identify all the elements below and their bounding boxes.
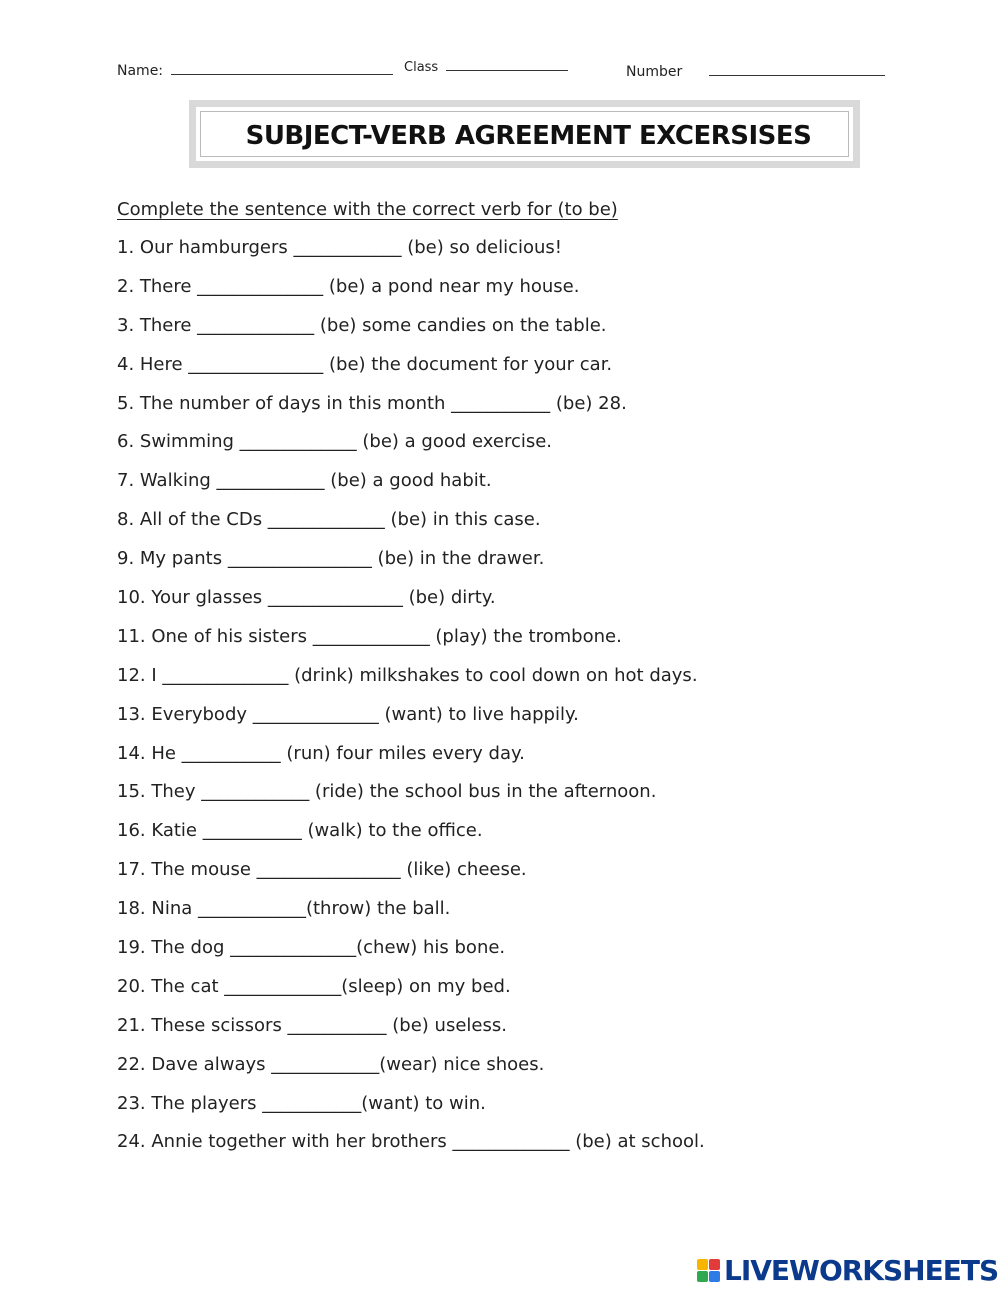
exercise-item: 16. Katie ___________ (walk) to the office.: [117, 820, 483, 842]
liveworksheets-logo[interactable]: [697, 1255, 998, 1285]
exercise-list: [117, 236, 705, 1169]
title-box: [189, 100, 860, 168]
exercise-item: 10. Your glasses _______________ (be) dirty.: [117, 587, 496, 609]
instructions: Complete the sentence with the correct verb for (to be): [117, 199, 618, 220]
exercise-item: 5. The number of days in this month ___________ (be) 28.: [117, 392, 627, 414]
exercise-item: 22. Dave always ____________(wear) nice shoes.: [117, 1053, 545, 1075]
exercise-item: 17. The mouse ________________ (like) cheese.: [117, 859, 527, 881]
exercise-item: 3. There _____________ (be) some candies on the table.: [117, 314, 607, 336]
logo-text: LIVEWORKSHEETS: [724, 1253, 999, 1287]
class-label: Class: [404, 60, 439, 75]
exercise-item: 20. The cat _____________(sleep) on my bed.: [117, 975, 511, 997]
worksheet-title: SUBJECT-VERB AGREEMENT EXCERSISES: [245, 121, 812, 151]
exercise-item: 13. Everybody ______________ (want) to live happily.: [117, 703, 579, 725]
exercise-item: 15. They ____________ (ride) the school bus in the afternoon.: [117, 781, 657, 803]
exercise-item: 8. All of the CDs _____________ (be) in this case.: [117, 509, 541, 531]
liveworksheets-logo-icon: [697, 1259, 720, 1282]
number-input-line[interactable]: [709, 61, 885, 76]
exercise-item: 11. One of his sisters _____________ (play) the trombone.: [117, 625, 622, 647]
exercise-item: 21. These scissors ___________ (be) useless.: [117, 1014, 507, 1036]
exercise-item: 9. My pants ________________ (be) in the drawer.: [117, 548, 545, 570]
class-field-row: [404, 56, 568, 75]
number-label: Number: [626, 64, 683, 80]
exercise-item: 2. There ______________ (be) a pond near my house.: [117, 275, 580, 297]
exercise-item: 6. Swimming _____________ (be) a good exercise.: [117, 431, 553, 453]
exercise-item: 18. Nina ____________(throw) the ball.: [117, 898, 451, 920]
name-input-line[interactable]: [171, 60, 393, 75]
exercise-item: 14. He ___________ (run) four miles every day.: [117, 742, 525, 764]
exercise-item: 23. The players ___________(want) to win.: [117, 1092, 486, 1114]
exercise-item: 1. Our hamburgers ____________ (be) so delicious!: [117, 237, 562, 258]
exercise-item: 24. Annie together with her brothers _____________ (be) at school.: [117, 1131, 705, 1153]
exercise-item: 19. The dog ______________(chew) his bone.: [117, 937, 506, 959]
exercise-item: 4. Here _______________ (be) the document for your car.: [117, 353, 613, 375]
name-label: Name:: [117, 63, 164, 79]
exercise-item: 7. Walking ____________ (be) a good habit.: [117, 470, 492, 492]
class-input-line[interactable]: [446, 56, 568, 71]
exercise-item: 12. I ______________ (drink) milkshakes to cool down on hot days.: [117, 664, 698, 686]
number-field-row: [626, 61, 885, 80]
name-field-row: [117, 60, 393, 79]
